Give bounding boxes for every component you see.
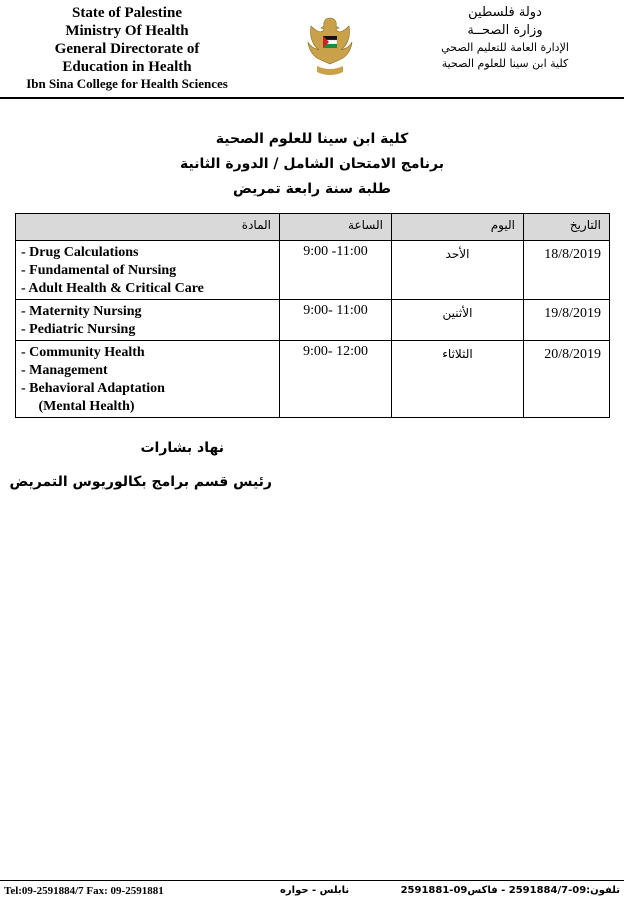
header-divider [0, 97, 624, 99]
footer-contact-ar: تلفون:09-2591884/7 - فاكس09-2591881 [400, 885, 620, 896]
subject-item: - Management [21, 363, 108, 378]
footer-contact-en: Tel:09-2591884/7 Fax: 09-2591881 [4, 885, 164, 897]
document-titles [0, 127, 624, 202]
title-students: طلبة سنة رابعة تمريض [233, 181, 391, 197]
subject-item: - Community Health [21, 345, 145, 360]
state-name-ar: دولة فلسطين [468, 5, 542, 20]
ministry-name-ar: وزارة الصحــة [467, 23, 543, 38]
cell-date: 20/8/2019 [524, 341, 610, 418]
signatory-title: رئيس قسم برامج بكالوريوس التمريض [9, 474, 272, 490]
subject-item: (Mental Health) [21, 399, 135, 414]
header-day: اليوم [392, 214, 524, 241]
exam-schedule-table [15, 213, 610, 418]
page-footer [0, 880, 624, 906]
subject-item: - Maternity Nursing [21, 304, 142, 319]
cell-date: 18/8/2019 [524, 241, 610, 300]
cell-time: 9:00 -11:00 [280, 241, 392, 300]
cell-day: الثلاثاء [392, 341, 524, 418]
header-subject: المادة [16, 214, 280, 241]
subject-item: - Drug Calculations [21, 245, 139, 260]
cell-day: الأثنين [392, 300, 524, 341]
table-header-row [16, 214, 610, 241]
subject-item: - Adult Health & Critical Care [21, 281, 204, 296]
cell-time: 9:00- 11:00 [280, 300, 392, 341]
table-row [16, 241, 610, 300]
cell-time: 9:00- 12:00 [280, 341, 392, 418]
cell-date: 19/8/2019 [524, 300, 610, 341]
header-english [12, 4, 242, 92]
header-time: الساعة [280, 214, 392, 241]
state-name-en: State of Palestine [72, 5, 182, 21]
signatory-name: نهاد بشارات [140, 440, 224, 456]
cell-day: الأحد [392, 241, 524, 300]
subject-item: - Pediatric Nursing [21, 322, 136, 337]
footer-address-ar: نابلس - حواره [280, 885, 350, 896]
subject-item: - Behavioral Adaptation [21, 381, 165, 396]
cell-subjects [16, 241, 280, 300]
palestine-eagle-emblem-icon [305, 12, 355, 82]
directorate-name-en: General Directorate of [54, 41, 200, 57]
header-arabic [400, 4, 610, 72]
college-name-ar: كلية ابن سينا للعلوم الصحية [441, 57, 569, 70]
directorate-name-en-2: Education in Health [62, 59, 192, 75]
college-name-en: Ibn Sina College for Health Sciences [26, 76, 228, 91]
cell-subjects [16, 300, 280, 341]
title-college: كلية ابن سينا للعلوم الصحية [215, 131, 409, 147]
subject-item: - Fundamental of Nursing [21, 263, 177, 278]
header-date: التاريخ [524, 214, 610, 241]
table-row [16, 300, 610, 341]
table-row [16, 341, 610, 418]
title-program: برنامج الامتحان الشامل / الدورة الثانية [179, 156, 444, 172]
cell-subjects [16, 341, 280, 418]
directorate-name-ar: الإدارة العامة للتعليم الصحي [441, 41, 569, 54]
ministry-name-en: Ministry Of Health [65, 23, 189, 39]
